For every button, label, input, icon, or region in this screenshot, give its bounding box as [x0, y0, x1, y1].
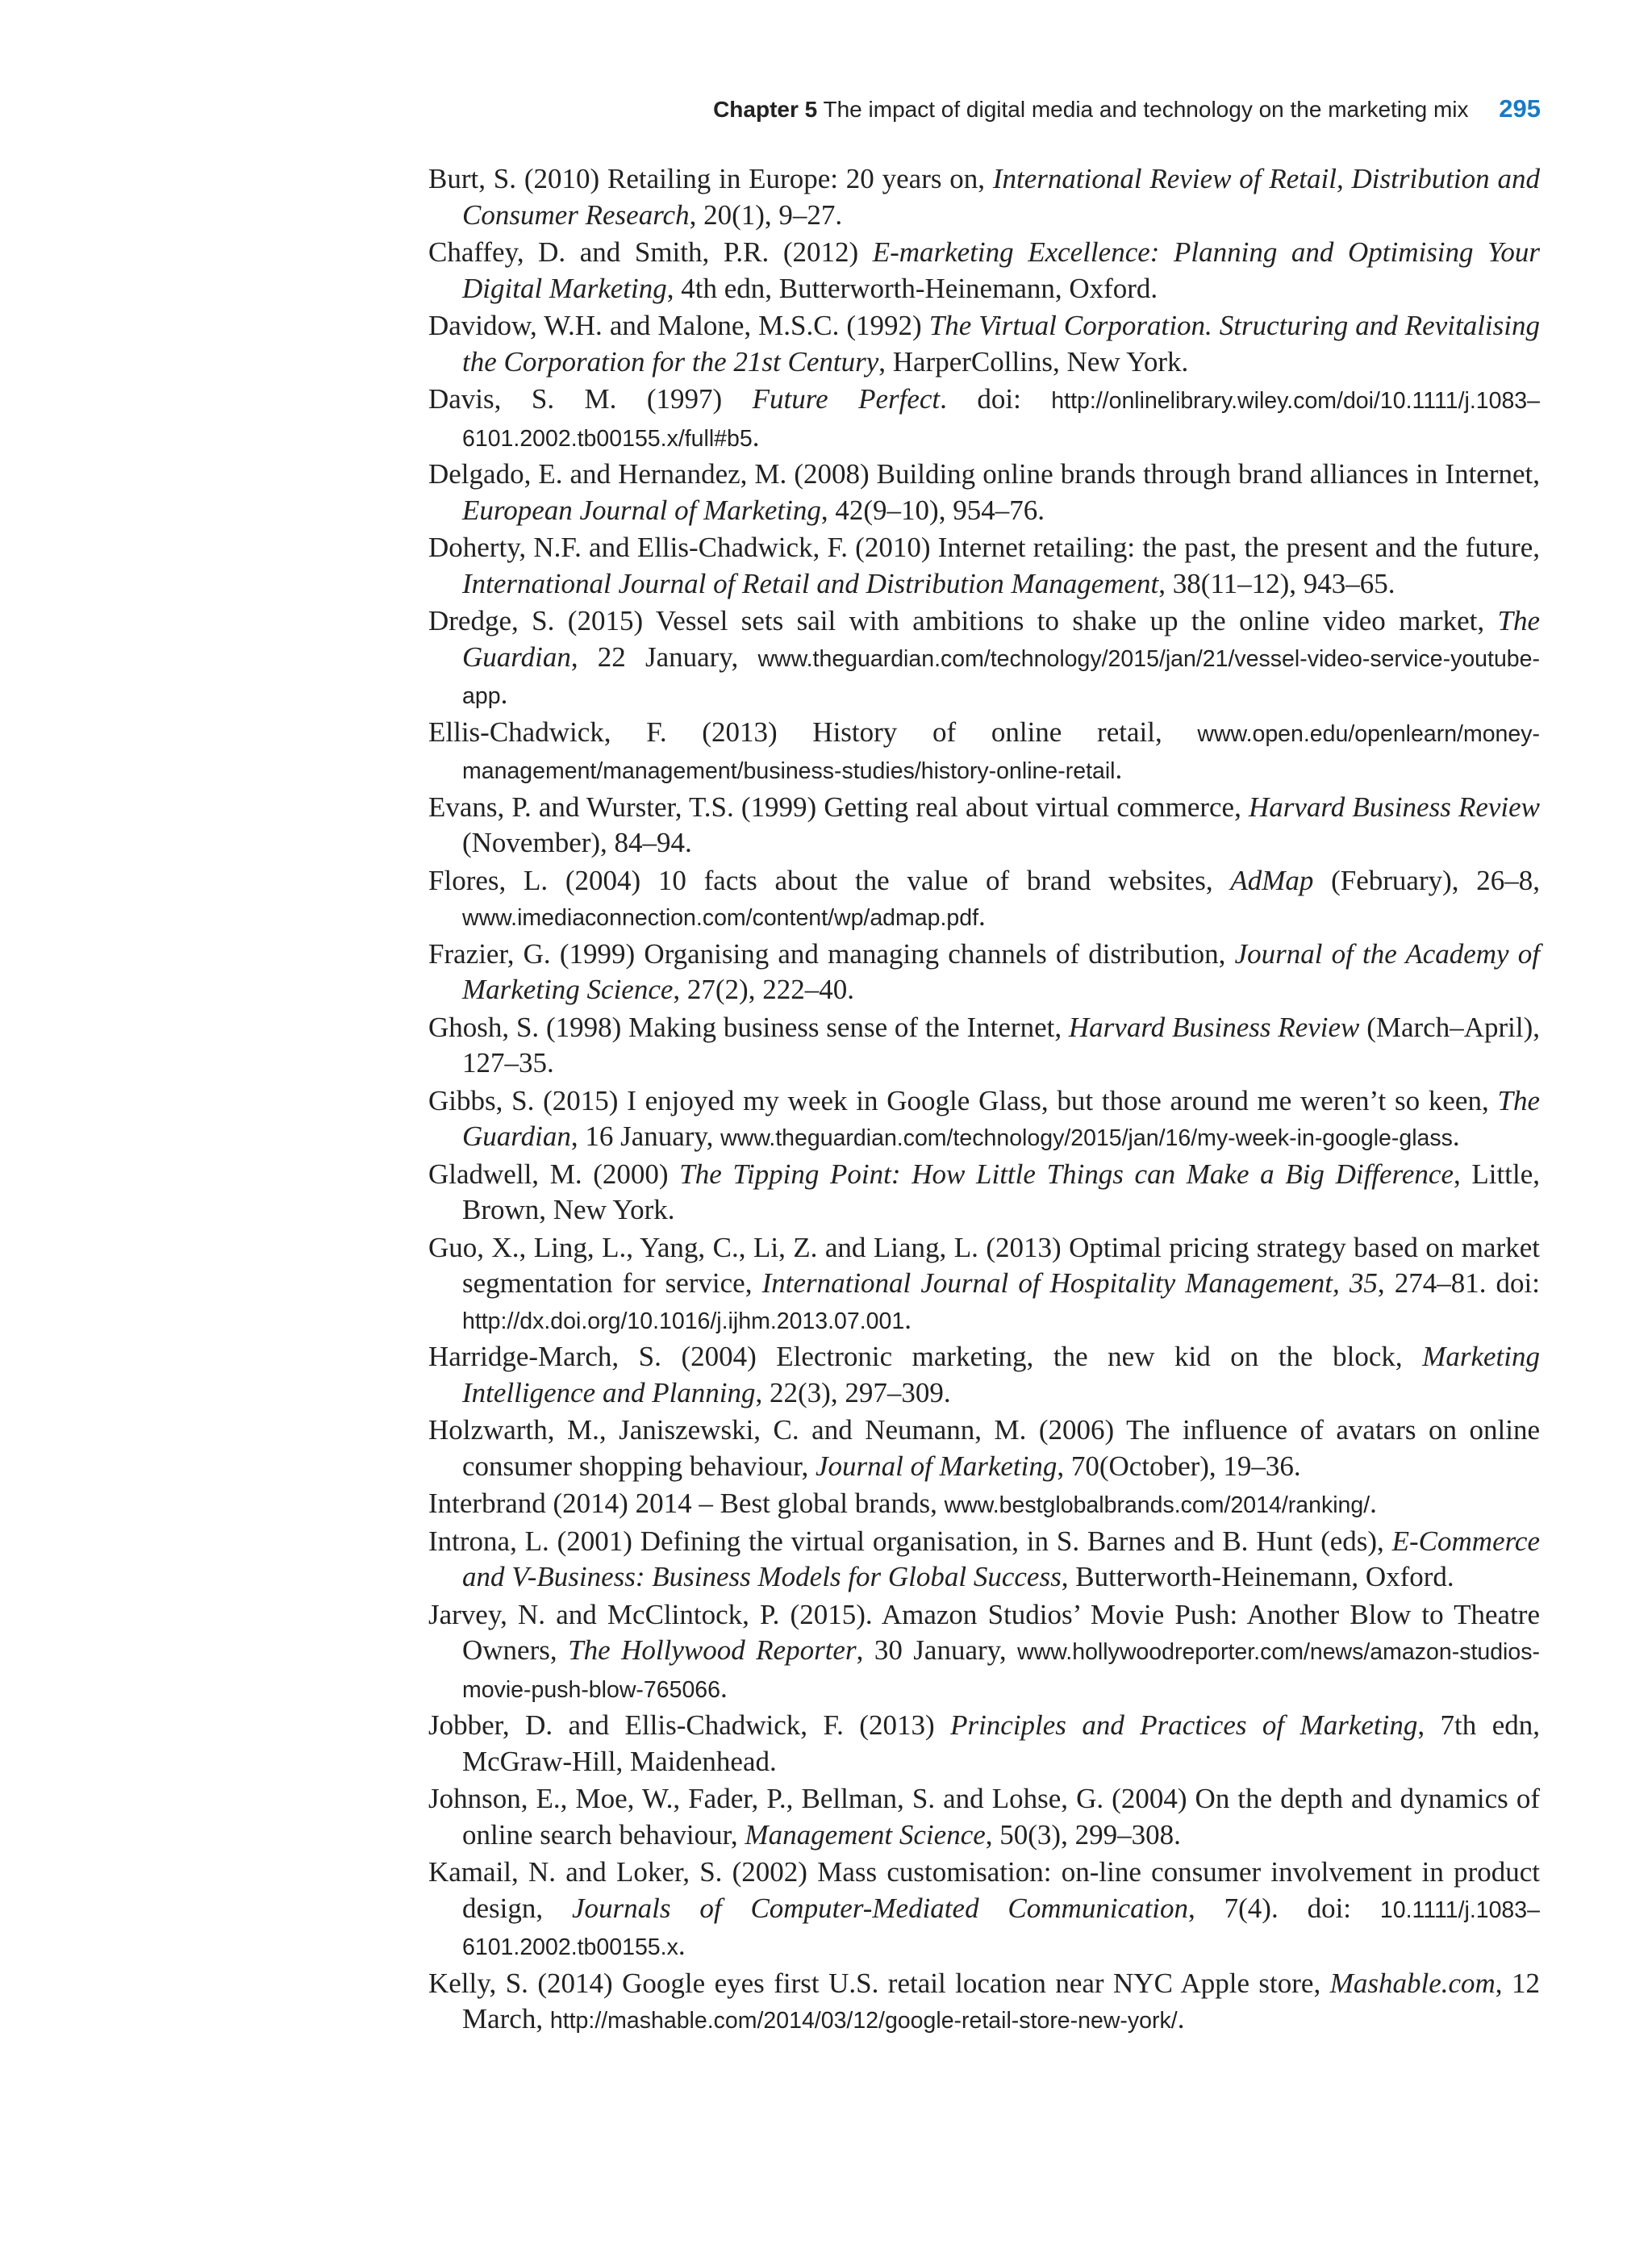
ref-details: , 27(2), 222–40. — [673, 974, 854, 1005]
reference-entry — [428, 1855, 1540, 1966]
reference-entry — [428, 382, 1540, 457]
ref-details: , 42(9–10), 954–76. — [820, 494, 1045, 526]
ref-end: . — [752, 420, 760, 453]
reference-entry — [428, 1083, 1540, 1157]
ref-details: , 7th edn, McGraw-Hill, Maidenhead. — [462, 1709, 1541, 1777]
ref-details: , HarperCollins, New York. — [878, 345, 1189, 378]
ref-authors-text: Holzwarth, M., Janiszewski, C. and Neumann, M. (2006) The influence of avatars on online consumer shopping behaviour, — [428, 1414, 1540, 1482]
ref-end: . — [1115, 753, 1123, 785]
ref-source-title: Journals of Computer-Mediated Communication — [572, 1892, 1189, 1924]
ref-source-title: Journal of Marketing — [815, 1450, 1058, 1482]
reference-entry — [428, 1339, 1540, 1413]
ref-source-title: E-Commerce and V-Business: Business Models for Global Success — [462, 1525, 1540, 1592]
ref-details: , Little, Brown, New York. — [462, 1158, 1540, 1225]
reference-entry — [428, 530, 1540, 603]
ref-details: (March–April), 127–35. — [462, 1011, 1540, 1079]
reference-entry — [428, 235, 1540, 308]
ref-end: . — [720, 1671, 728, 1704]
reference-entry — [428, 863, 1540, 937]
ref-details: , 22 January, — [570, 641, 758, 673]
reference-entry — [428, 1781, 1540, 1855]
ref-end: . — [904, 1303, 912, 1335]
reference-entry — [428, 603, 1540, 715]
ref-source-title: Journal of the Academy of Marketing Science — [462, 937, 1540, 1005]
reference-entry — [428, 1524, 1540, 1597]
ref-authors-text: Ellis-Chadwick, F. (2013) History of online retail, — [428, 716, 1198, 748]
reference-entry — [428, 1010, 1540, 1083]
ref-source-title: European Journal of Marketing — [462, 494, 821, 526]
reference-entry — [428, 1157, 1540, 1230]
ref-url[interactable]: www.open.edu/openlearn/money-management/management/business-studies/history-online-retail — [462, 720, 1540, 784]
ref-source-title: Marketing Intelligence and Planning — [462, 1341, 1540, 1408]
reference-entry — [428, 937, 1540, 1010]
reference-entry — [428, 308, 1540, 382]
ref-authors-text: Kamail, N. and Loker, S. (2002) Mass customisation: on-line consumer involvement in product design, — [428, 1856, 1540, 1924]
reference-entry — [428, 790, 1540, 863]
ref-source-title: International Review of Retail, Distribution and Consumer Research — [462, 163, 1540, 231]
ref-source-title: AdMap — [1230, 864, 1314, 896]
ref-authors-text: Delgado, E. and Hernandez, M. (2008) Building online brands through brand alliances in Internet, — [428, 458, 1540, 490]
ref-details: , 274–81. doi: — [1377, 1267, 1540, 1299]
ref-source-title: Management Science — [745, 1818, 986, 1851]
ref-details: , 38(11–12), 943–65. — [1158, 567, 1395, 599]
reference-entry — [428, 457, 1540, 530]
ref-authors-text: Doherty, N.F. and Ellis-Chadwick, F. (2010) Internet retailing: the past, the present and the future, — [428, 532, 1540, 563]
ref-details: , 7(4). doi: — [1188, 1892, 1380, 1924]
ref-authors-text: Interbrand (2014) 2014 – Best global brands, — [428, 1488, 945, 1519]
ref-authors-text: Burt, S. (2010) Retailing in Europe: 20 years on, — [428, 163, 993, 194]
ref-url[interactable]: www.theguardian.com/technology/2015/jan/21/vessel-video-service-youtube-app — [462, 645, 1540, 709]
ref-source-title: E-marketing Excellence: Planning and Optimising Your Digital Marketing — [462, 236, 1540, 304]
ref-details: , 22(3), 297–309. — [755, 1376, 951, 1408]
ref-source-title: International Journal of Retail and Distribution Management — [462, 567, 1159, 599]
ref-source-title: Harvard Business Review — [1248, 791, 1540, 823]
ref-source-title: The Guardian — [462, 1084, 1540, 1152]
reference-entry — [428, 1413, 1540, 1486]
ref-authors-text: Kelly, S. (2014) Google eyes first U.S. retail location near NYC Apple store, — [428, 1967, 1330, 1999]
ref-source-title: Principles and Practices of Marketing — [950, 1709, 1418, 1741]
ref-authors-text: Davis, S. M. (1997) — [428, 383, 753, 415]
reference-entry — [428, 1486, 1540, 1524]
ref-details: . doi: — [940, 383, 1052, 415]
ref-authors-text: Davidow, W.H. and Malone, M.S.C. (1992) — [428, 310, 929, 341]
ref-end: . — [1370, 1488, 1377, 1519]
reference-entry — [428, 1966, 1540, 2039]
ref-authors-text: Chaffey, D. and Smith, P.R. (2012) — [428, 236, 873, 268]
ref-url[interactable]: www.bestglobalbrands.com/2014/ranking/ — [944, 1492, 1370, 1518]
ref-authors-text: Harridge-March, S. (2004) Electronic marketing, the new kid on the block, — [428, 1341, 1423, 1372]
ref-authors-text: Introna, L. (2001) Defining the virtual organisation, in S. Barnes and B. Hunt (eds), — [428, 1525, 1392, 1557]
ref-url[interactable]: 10.1111/j.1083–6101.2002.tb00155.x — [462, 1897, 1540, 1960]
ref-authors-text: Guo, X., Ling, L., Yang, C., Li, Z. and Liang, L. (2013) Optimal pricing strategy based on market segmentation for service, — [428, 1231, 1540, 1299]
ref-source-title: The Hollywood Reporter — [568, 1634, 857, 1666]
ref-end: . — [500, 678, 508, 710]
reference-entry — [428, 1230, 1540, 1340]
ref-authors-text: Flores, L. (2004) 10 facts about the value of brand websites, — [428, 864, 1231, 896]
ref-authors-text: Jobber, D. and Ellis-Chadwick, F. (2013) — [428, 1709, 951, 1741]
ref-details: , 16 January, — [570, 1120, 721, 1152]
ref-details: , Butterworth-Heinemann, Oxford. — [1061, 1561, 1454, 1592]
ref-url[interactable]: http://dx.doi.org/10.1016/j.ijhm.2013.07.001 — [462, 1308, 905, 1334]
ref-source-title: The Guardian — [462, 605, 1540, 673]
chapter-label: Chapter 5 — [713, 97, 818, 122]
ref-source-title: The Tipping Point: How Little Things can Make a Big Difference — [679, 1158, 1454, 1190]
ref-details: , 50(3), 299–308. — [985, 1818, 1181, 1851]
ref-url[interactable]: www.hollywoodreporter.com/news/amazon-studios-movie-push-blow-765066 — [462, 1639, 1540, 1703]
reference-entry — [428, 161, 1540, 235]
running-head — [713, 94, 1541, 123]
chapter-title: The impact of digital media and technology on the marketing mix — [823, 97, 1469, 122]
ref-details: (February), 26–8, — [1313, 864, 1541, 896]
ref-end: . — [1177, 2003, 1185, 2034]
ref-end: . — [978, 900, 986, 932]
ref-source-title: The Virtual Corporation. Structuring and Revitalising the Corporation for the 21st Century — [462, 310, 1540, 378]
ref-source-title: Mashable.com — [1329, 1967, 1496, 1999]
ref-source-title: International Journal of Hospitality Management, 35 — [761, 1267, 1378, 1299]
reference-entry — [428, 1708, 1540, 1781]
ref-authors-text: Ghosh, S. (1998) Making business sense of the Internet, — [428, 1011, 1069, 1043]
page-number: 295 — [1499, 94, 1541, 123]
reference-entry — [428, 715, 1540, 790]
ref-end: . — [1452, 1120, 1460, 1152]
ref-url[interactable]: www.theguardian.com/technology/2015/jan/16/my-week-in-google-glass — [720, 1125, 1453, 1151]
ref-authors-text: Gladwell, M. (2000) — [428, 1158, 680, 1190]
ref-details: , 12 March, — [462, 1967, 1541, 2034]
ref-details: , 70(October), 19–36. — [1057, 1450, 1301, 1482]
ref-source-title: Future Perfect — [752, 383, 941, 415]
ref-source-title: Harvard Business Review — [1068, 1011, 1360, 1043]
ref-details: , 30 January, — [856, 1634, 1018, 1666]
ref-url[interactable]: http://mashable.com/2014/03/12/google-retail-store-new-york/ — [549, 2008, 1178, 2034]
ref-authors-text: Dredge, S. (2015) Vessel sets sail with ambitions to shake up the online video market, — [428, 605, 1498, 636]
reference-list — [428, 161, 1540, 2039]
ref-url[interactable]: http://onlinelibrary.wiley.com/doi/10.1111/j.1083–6101.2002.tb00155.x/full#b5 — [462, 388, 1541, 452]
ref-details: , 20(1), 9–27. — [689, 198, 843, 231]
ref-authors-text: Frazier, G. (1999) Organising and managing channels of distribution, — [428, 937, 1235, 970]
ref-details: (November), 84–94. — [462, 827, 692, 858]
ref-authors-text: Jarvey, N. and McClintock, P. (2015). Amazon Studios’ Movie Push: Another Blow to Theatre Owners, — [428, 1598, 1540, 1666]
ref-authors-text: Johnson, E., Moe, W., Fader, P., Bellman, S. and Lohse, G. (2004) On the depth and dynamics of online search behaviour, — [428, 1783, 1540, 1851]
reference-entry — [428, 1597, 1540, 1709]
ref-authors-text: Gibbs, S. (2015) I enjoyed my week in Google Glass, but those around me weren’t so keen, — [428, 1084, 1498, 1116]
ref-authors-text: Evans, P. and Wurster, T.S. (1999) Getting real about virtual commerce, — [428, 791, 1249, 823]
ref-end: . — [678, 1930, 686, 1961]
ref-details: , 4th edn, Butterworth-Heinemann, Oxford. — [666, 272, 1158, 304]
ref-url[interactable]: www.imediaconnection.com/content/wp/admap.pdf — [462, 905, 979, 931]
